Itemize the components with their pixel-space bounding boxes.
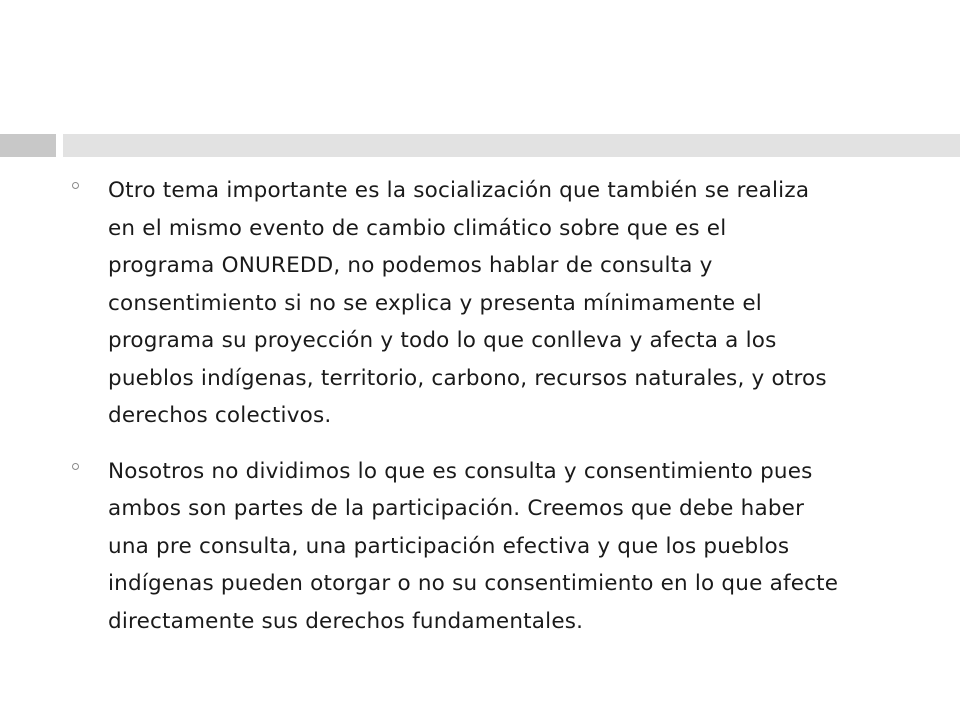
bullet-text-1: Otro tema importante es la socialización que también se realiza en el mismo evento de cambio climático sobre que es el programa ONUREDD, no podemos hablar de consulta y consentimiento si no se explica y presenta mínimamente el programa su proyección y todo lo que conlleva y afecta a los pueblos indígenas, territorio, carbono, recursos naturales, y otros derechos colectivos. <box>108 178 827 428</box>
bullet-item-1 <box>72 172 932 435</box>
bullet-list <box>72 172 932 658</box>
bullet-item-2 <box>72 453 932 641</box>
bullet-text-2: Nosotros no dividimos lo que es consulta y consentimiento pues ambos son partes de la participación. Creemos que debe haber una pre consulta, una participación efectiva y que los pueblos indígenas pueden otorgar o no su consentimiento en lo que afecte directamente sus derechos fundamentales. <box>108 458 839 634</box>
header-accent-bar-right <box>63 134 960 157</box>
hollow-circle-bullet-icon <box>72 463 79 470</box>
hollow-circle-bullet-icon <box>72 182 79 189</box>
header-accent-bar-left <box>0 134 56 157</box>
